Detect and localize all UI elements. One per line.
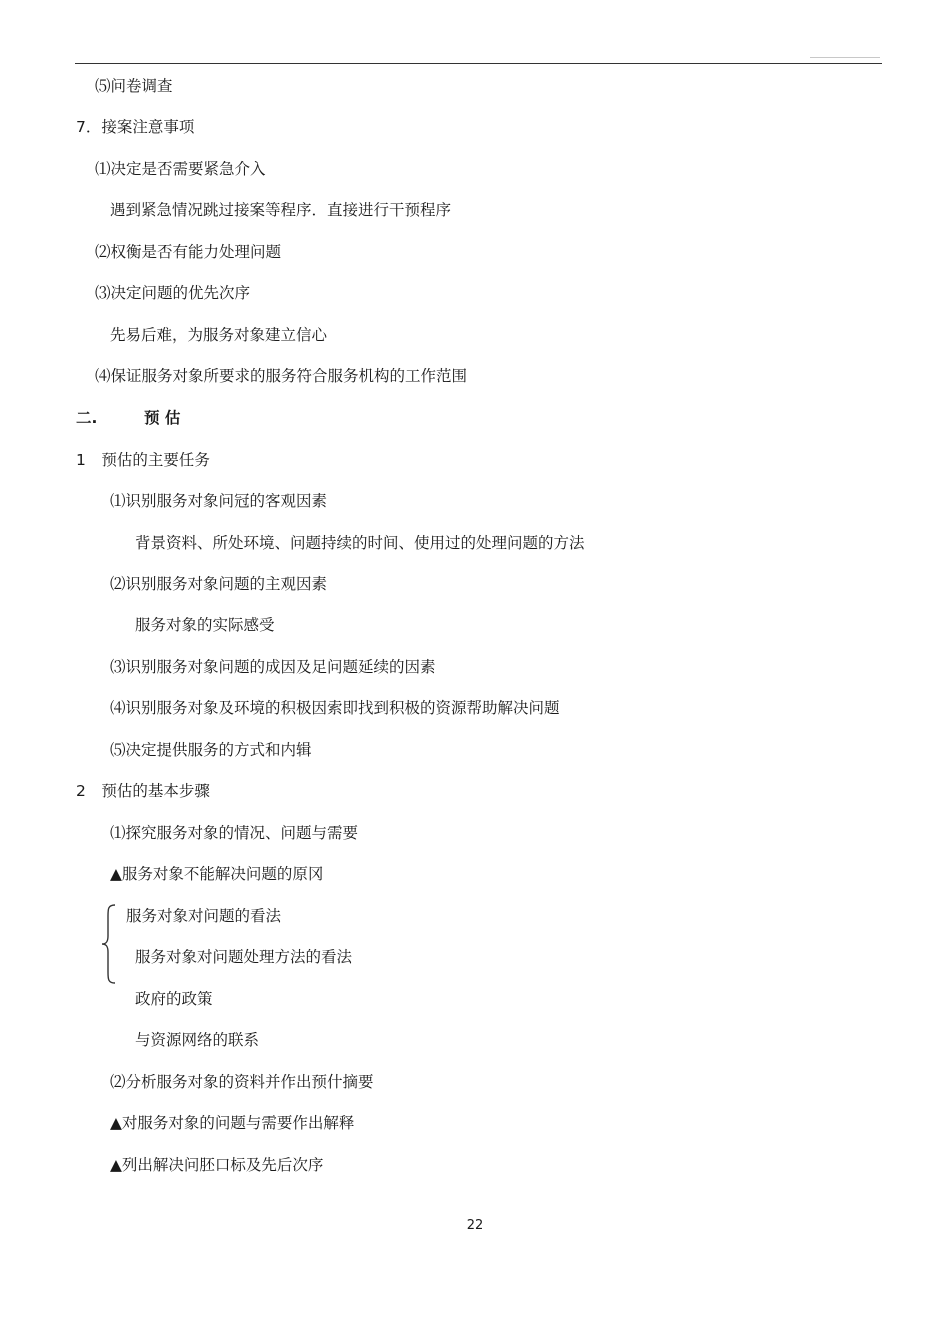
- text-line: ⑸决定提供服务的方式和内辑: [110, 741, 312, 759]
- chapter-title: 预 估: [144, 409, 181, 427]
- text-line: ⑸问卷调查: [95, 77, 173, 95]
- left-brace: [101, 904, 117, 984]
- text-line: ▲对服务对象的问题与需要作出解释: [110, 1114, 355, 1132]
- chapter-number: 二.: [76, 409, 98, 427]
- text-line: ⑶识别服务对象问题的成因及足问题延续的因素: [110, 658, 436, 676]
- text-line: ⑵权衡是否有能力处理问题: [95, 243, 282, 261]
- text-line: 先易后难，为服务对象建立信心: [110, 326, 328, 344]
- text-line: ⑵分析服务对象的资料并作出预什摘要: [110, 1073, 374, 1091]
- text-line: ⑴决定是否需要紧急介入: [95, 160, 266, 178]
- text-line: ⑴识别服务对象问冠的客观因素: [110, 492, 328, 510]
- text-line: ⑷保证服务对象所要求的服务符合服务机构的工作范围: [95, 367, 468, 385]
- text-line: ▲服务对象不能解决问题的原冈: [110, 865, 324, 883]
- header-accent-rule: [810, 57, 880, 58]
- text-line: 服务对象的实际感受: [135, 616, 275, 634]
- text-line: 服务对象对问题的看法: [126, 907, 282, 925]
- text-line: ⑷识别服务对象及环境的积极因索即找到积极的资源帮助解决问题: [110, 699, 560, 717]
- text-line: 与资源网络的联系: [135, 1031, 260, 1049]
- text-line: ⑵识别服务对象问题的主观因素: [110, 575, 328, 593]
- text-line: 政府的政策: [135, 990, 213, 1008]
- section-heading: 1 预估的主要任务: [76, 451, 210, 469]
- chapter-heading: [76, 408, 180, 428]
- text-line: ▲列出解决问胚口标及先后次序: [110, 1156, 324, 1174]
- text-line: ⑶决定问题的优先次序: [95, 284, 251, 302]
- section-heading: 7．接案注意事项: [76, 118, 195, 136]
- header-rule: [75, 63, 882, 64]
- text-line: 背景资料、所处环境、问题持续的时间、使用过的处理问题的方法: [135, 534, 585, 552]
- section-heading: 2 预估的基本步骤: [76, 782, 210, 800]
- text-line: 服务对象对问题处理方法的看法: [135, 948, 353, 966]
- text-line: ⑴探究服务对象的情况、问题与需要: [110, 824, 359, 842]
- text-line: 遇到紧急情况跳过接案等程序．直接进行干预程序: [110, 201, 452, 219]
- page-number: 22: [466, 1218, 484, 1233]
